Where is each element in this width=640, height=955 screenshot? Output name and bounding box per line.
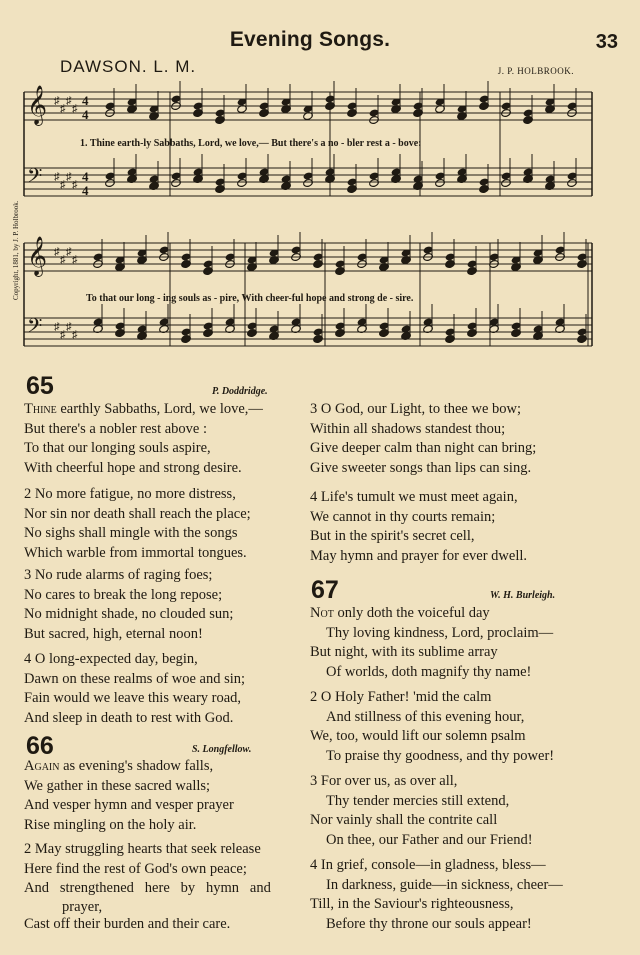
- stanza-line: 2 May struggling hearts that seek release: [24, 841, 261, 857]
- stanza-line: Thine earthly Sabbaths, Lord, we love,—: [24, 401, 263, 417]
- stanza-line: And stillness of this evening hour,: [326, 708, 525, 725]
- stanza-line: But sacred, high, eternal noon!: [24, 625, 203, 642]
- stanza-line: Dawn on these realms of woe and sin;: [24, 670, 246, 687]
- stanza-line: Give deeper calm than night can bring;: [310, 440, 537, 457]
- stanza-line: Of worlds, doth magnify thy name!: [326, 663, 532, 680]
- stanza-line: To that our longing souls aspire,: [24, 440, 211, 457]
- stanza-line: Till, in the Saviour's righteousness,: [310, 896, 514, 913]
- stanza-line: prayer,: [62, 898, 103, 915]
- stanza: [24, 840, 271, 934]
- sharp-sign: ♯: [66, 321, 72, 333]
- stanza-line: With cheerful hope and strong desire.: [24, 459, 242, 476]
- stanza-line: Not only doth the voiceful day: [310, 605, 490, 621]
- stanza: [310, 488, 527, 566]
- sharp-sign: ♯: [72, 254, 78, 266]
- stanza: [24, 757, 234, 835]
- time-signature: 4: [82, 93, 89, 108]
- stanza-line: 2 O Holy Father! 'mid the calm: [310, 689, 492, 705]
- sharp-sign: ♯: [66, 95, 72, 107]
- tune-name: DAWSON. L. M.: [60, 57, 197, 76]
- stanza-line: But in the spirit's secret cell,: [310, 528, 475, 545]
- sharp-sign: ♯: [54, 321, 60, 333]
- stanza-line: Here find the rest of God's own peace;: [24, 860, 247, 877]
- stanza-line: Nor sin nor death shall reach the place;: [24, 505, 251, 522]
- stanza: [310, 604, 553, 682]
- stanza: [310, 400, 536, 478]
- stanza-line: 3 For over us, as over all,: [310, 773, 458, 789]
- sharp-sign: ♯: [60, 329, 66, 341]
- sharp-sign: ♯: [66, 171, 72, 183]
- sharp-sign: ♯: [72, 329, 78, 341]
- stanza: [310, 856, 563, 934]
- hymn-author: P. Doddridge.: [212, 386, 268, 397]
- stanza: [24, 400, 263, 478]
- stanza-line: We cannot in thy courts remain;: [310, 508, 496, 525]
- stanza-line: Thy loving kindness, Lord, proclaim—: [326, 624, 554, 641]
- stanza-line: 4 In grief, console—in gladness, bless—: [310, 857, 546, 873]
- stanza-line: Nor vainly shall the contrite call: [310, 812, 498, 829]
- stanza-line: And sleep in death to rest with God.: [24, 709, 234, 726]
- stanza-line: 4 O long-expected day, begin,: [24, 651, 198, 667]
- stanza-line: No cares to break the long repose;: [24, 586, 223, 603]
- hymn-number: 66: [26, 732, 54, 760]
- sharp-sign: ♯: [54, 246, 60, 258]
- stanza-line: Fain would we leave this weary road,: [24, 690, 242, 707]
- stanza-line: In darkness, guide—in sickness, cheer—: [326, 876, 563, 893]
- time-signature: 4: [82, 183, 89, 198]
- stanza-line: Thy tender mercies still extend,: [326, 792, 510, 809]
- bass-clef: 𝄢: [27, 314, 43, 342]
- stanza: [24, 650, 245, 728]
- stanza: [310, 772, 533, 850]
- stanza-line: Cast off their burden and their care.: [24, 915, 231, 932]
- copyright-notice: Copyright, 1881, by J. P. Holbrook.: [12, 200, 20, 300]
- stanza-line: No midnight shade, no clouded sun;: [24, 606, 234, 623]
- stanza-line: We gather in these sacred walls;: [24, 777, 211, 794]
- stanza-line: No sighs shall mingle with the songs: [24, 525, 238, 542]
- stanza-line: 3 No rude alarms of raging foes;: [24, 567, 213, 583]
- bass-clef: 𝄢: [27, 164, 43, 192]
- time-signature: 4: [82, 107, 89, 122]
- sharp-sign: ♯: [54, 171, 60, 183]
- hymn-number: 67: [311, 576, 339, 604]
- treble-clef: 𝄞: [27, 236, 48, 276]
- hymn-number: 65: [26, 372, 54, 400]
- stanza-line: Which warble from immortal tongues.: [24, 544, 247, 561]
- stanza-line: Within all shadows standest thou;: [310, 420, 506, 437]
- sharp-sign: ♯: [60, 254, 66, 266]
- stanza-line: And vesper hymn and vesper prayer: [24, 797, 234, 814]
- stanza-line: Before thy throne our souls appear!: [326, 915, 532, 932]
- stanza-line: 3 O God, our Light, to thee we bow;: [310, 401, 522, 417]
- composer-credit: J. P. HOLBROOK.: [497, 66, 574, 76]
- page-number: 33: [595, 31, 618, 53]
- stanza-line: To praise thy goodness, and thy power!: [326, 747, 555, 764]
- hymn-author: S. Longfellow.: [192, 744, 252, 755]
- sharp-sign: ♯: [72, 103, 78, 115]
- hymn-author: W. H. Burleigh.: [490, 590, 556, 601]
- stanza-line: And strengthened here by hymn and: [24, 880, 271, 897]
- stanza: [24, 485, 251, 563]
- sharp-sign: ♯: [54, 95, 60, 107]
- stanza: [310, 688, 554, 766]
- lyrics-line-2: To that our long - ing souls as - pire, With cheer-ful hope and strong de - sire.: [86, 293, 414, 304]
- stanza-line: On thee, our Father and our Friend!: [326, 831, 533, 848]
- treble-clef: 𝄞: [27, 85, 48, 125]
- stanza-line: 4 Life's tumult we must meet again,: [310, 489, 518, 505]
- sharp-sign: ♯: [72, 179, 78, 191]
- page-title: Evening Songs.: [229, 28, 391, 51]
- sharp-sign: ♯: [60, 103, 66, 115]
- stanza-line: But there's a nobler rest above :: [24, 420, 207, 437]
- music-score: [0, 0, 640, 370]
- stanza-line: Give sweeter songs than lips can sing.: [310, 459, 532, 476]
- stanza-line: May hymn and prayer for ever dwell.: [310, 547, 528, 564]
- stanza-line: Rise mingling on the holy air.: [24, 816, 197, 833]
- lyrics-line-1: 1. Thine earth-ly Sabbaths, Lord, we love,— But there's a no - bler rest a - bove:: [80, 138, 422, 149]
- time-signature: 4: [82, 169, 89, 184]
- stanza-line: Again as evening's shadow falls,: [24, 758, 214, 774]
- sharp-sign: ♯: [66, 246, 72, 258]
- stanza-line: But night, with its sublime array: [310, 644, 498, 661]
- stanza-line: 2 No more fatigue, no more distress,: [24, 486, 236, 502]
- stanza-line: We, too, would lift our solemn psalm: [310, 728, 526, 745]
- sharp-sign: ♯: [60, 179, 66, 191]
- stanza: [24, 566, 233, 644]
